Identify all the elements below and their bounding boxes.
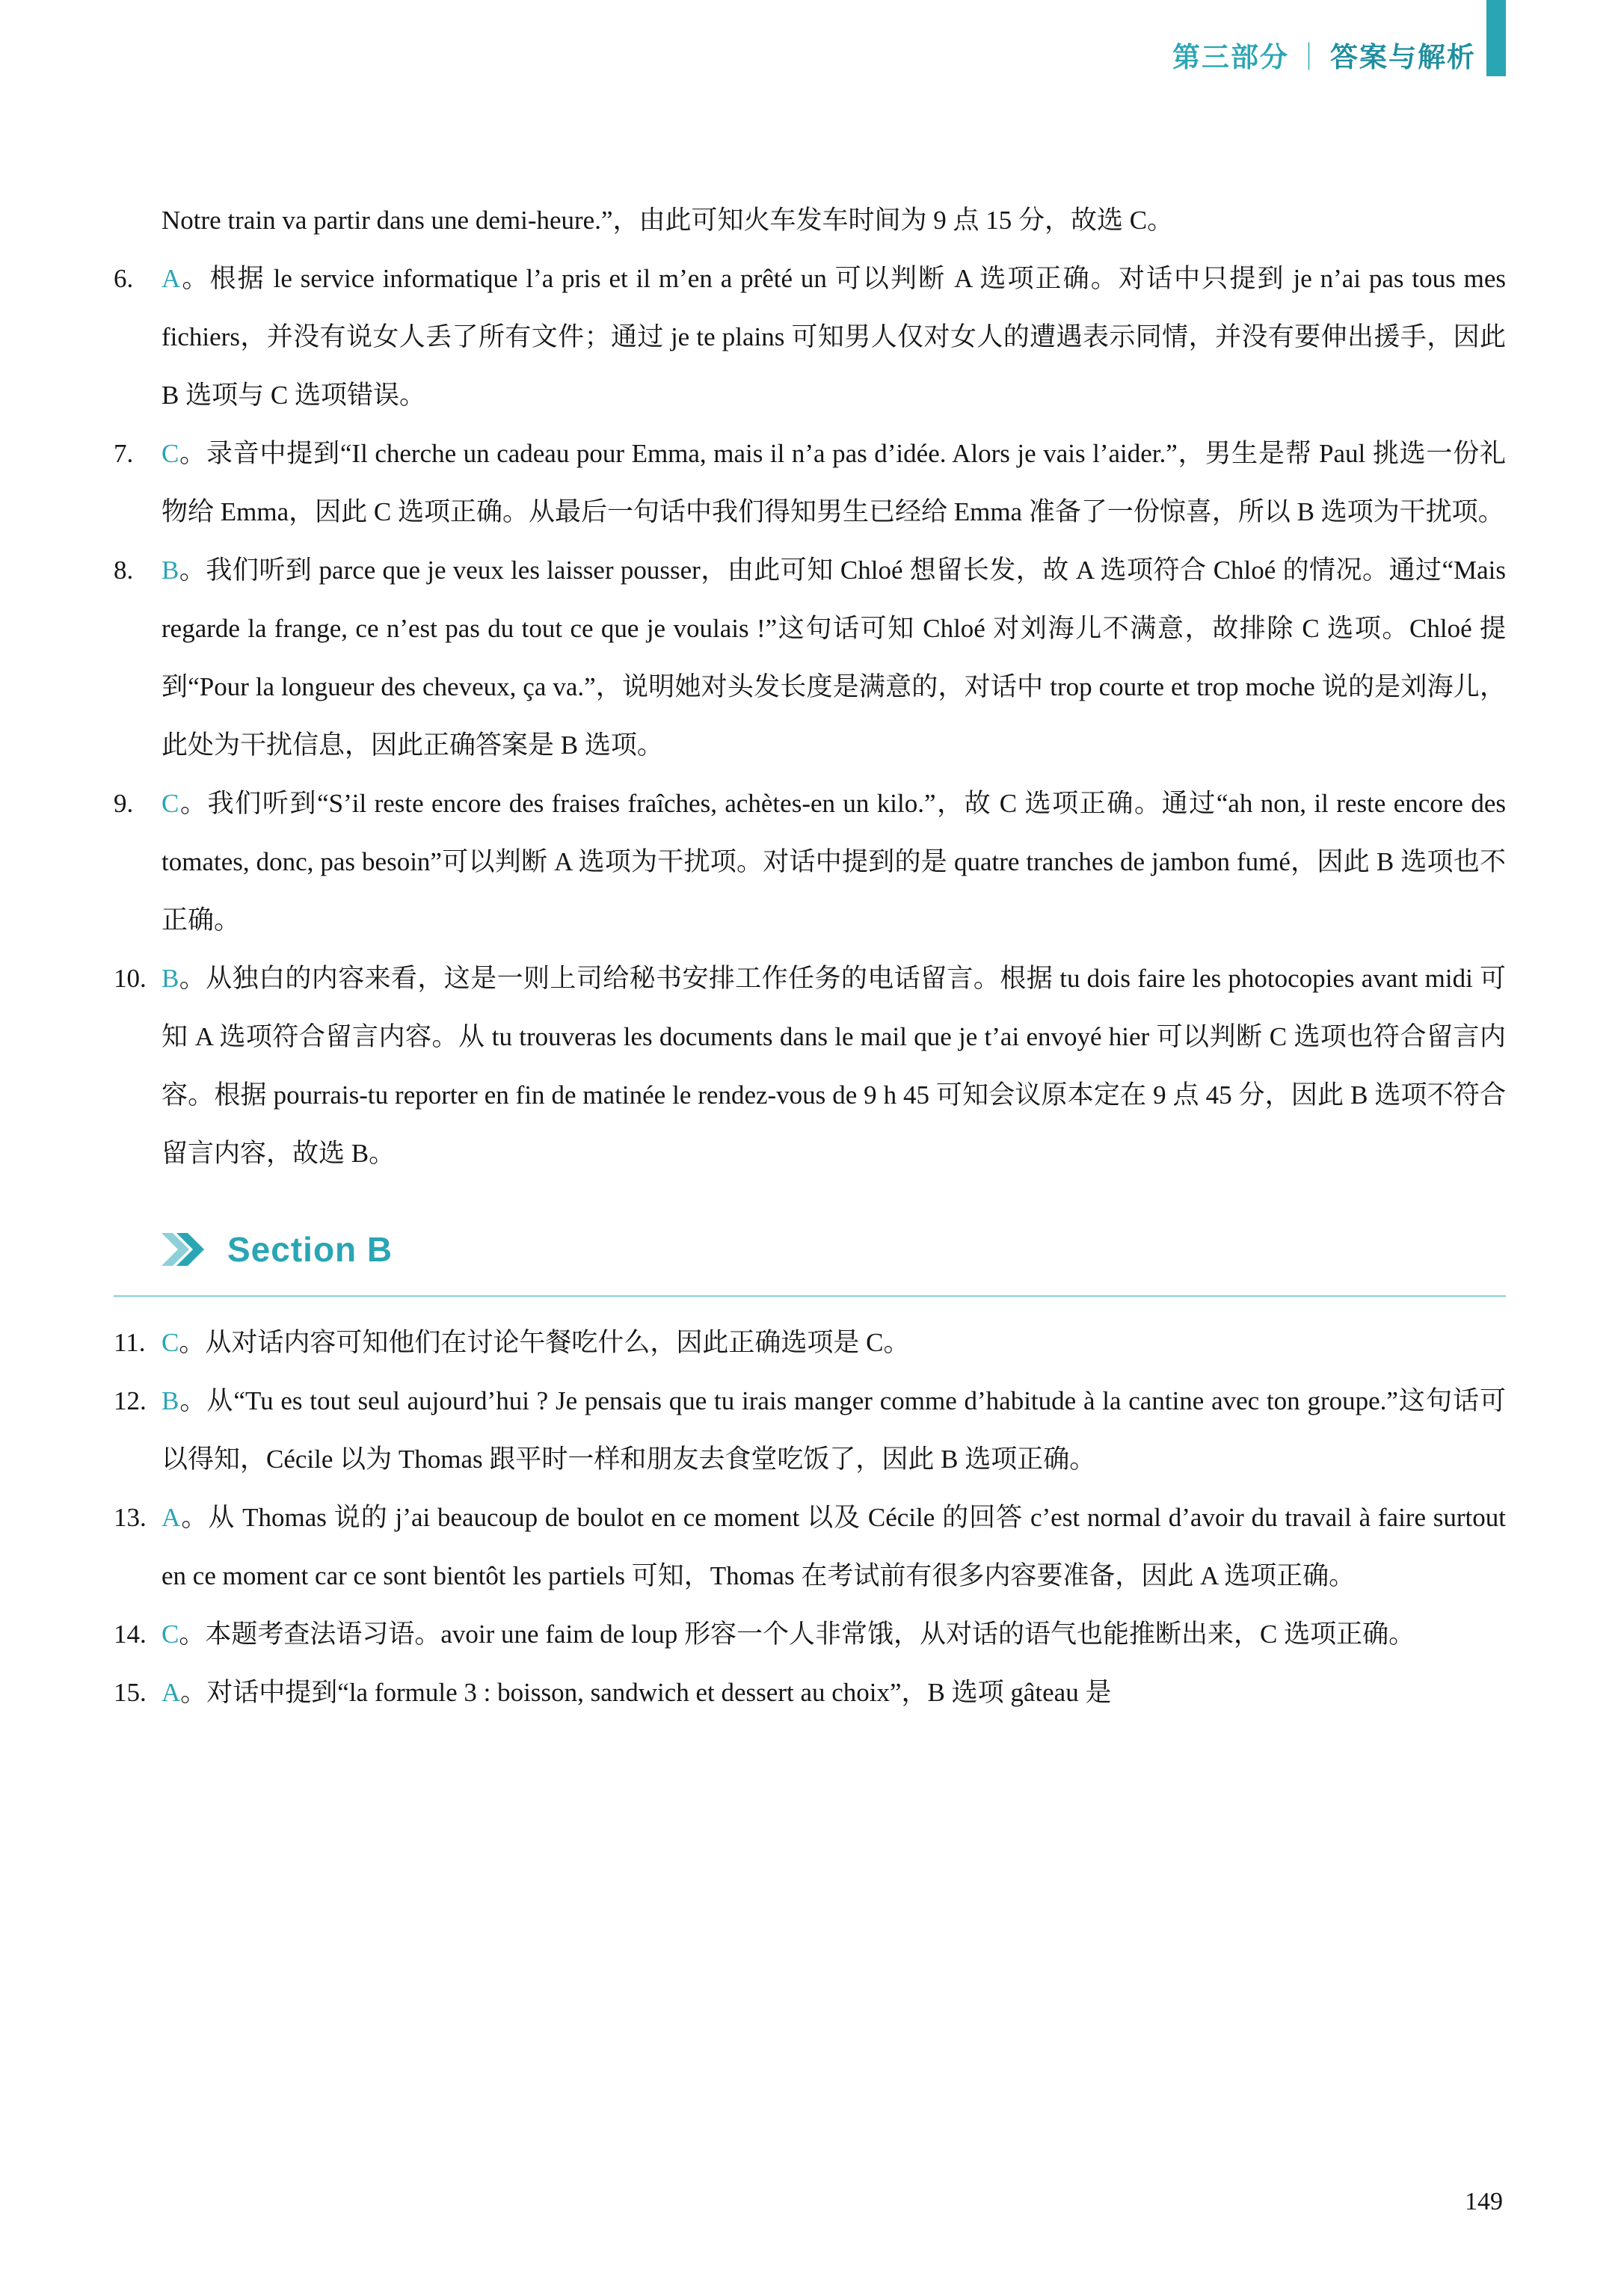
answer-item bbox=[114, 950, 1506, 1183]
corner-accent-bar bbox=[1486, 0, 1506, 76]
item-number: 15. bbox=[114, 1678, 147, 1707]
answer-text: 从“Tu es tout seul aujourd’hui ? Je pensais que tu irais manger comme d’habitude à la cantine avec ton groupe.”这句话可以得知，Cécile 以为 Thomas 跟平时一样和朋友去食堂吃饭了，因此 B 选项正确。 bbox=[162, 1386, 1506, 1474]
answer-letter: C bbox=[162, 439, 179, 468]
answer-separator: 。 bbox=[179, 1386, 207, 1415]
answer-separator: 。 bbox=[179, 789, 208, 818]
item-number: 11. bbox=[114, 1328, 146, 1357]
running-head-separator: ｜ bbox=[1295, 42, 1324, 73]
answer-item bbox=[114, 1314, 1506, 1372]
answer-separator: 。 bbox=[179, 1620, 206, 1649]
item-number: 6. bbox=[114, 264, 134, 293]
answer-separator: 。 bbox=[179, 556, 206, 585]
item-number: 9. bbox=[114, 789, 134, 818]
section-b-title: Section B bbox=[227, 1230, 393, 1269]
answer-letter: B bbox=[162, 1386, 179, 1415]
item-number: 13. bbox=[114, 1503, 147, 1532]
answer-letter: B bbox=[162, 556, 179, 585]
answer-text: 从独白的内容来看，这是一则上司给秘书安排工作任务的电话留言。根据 tu dois faire les photocopies avant midi 可知 A 选项符合留言内容。从 tu trouveras les documents dans le mail que je t’ai envoyé hier 可以判断 C 选项也符合留言内容。根据 pourrais-tu reporter en fin de matinée le rendez-vous de 9 h 45 可知会议原本定在 9 点 45 分，因此 B 选项不符合留言内容，故选 B。 bbox=[162, 964, 1506, 1168]
answer-text: 从 Thomas 说的 j’ai beaucoup de boulot en ce moment 以及 Cécile 的回答 c’est normal d’avoir du travail à faire surtout en ce moment car ce sont bientôt les partiels 可知，Thomas 在考试前有很多内容要准备，因此 A 选项正确。 bbox=[162, 1503, 1506, 1590]
answer-item bbox=[114, 1605, 1506, 1664]
answer-item bbox=[114, 191, 1506, 250]
answer-item bbox=[114, 1489, 1506, 1605]
answer-text: 我们听到“S’il reste encore des fraises fraîches, achètes-en un kilo.”，故 C 选项正确。通过“ah non, il reste encore des tomates, donc, pas besoin”可以判断 A 选项为干扰项。对话中提到的是 quatre tranches de jambon fumé，因此 B 选项也不正确。 bbox=[162, 789, 1506, 935]
answer-text: 本题考查法语习语。avoir une faim de loup 形容一个人非常饿，从对话的语气也能推断出来，C 选项正确。 bbox=[205, 1620, 1415, 1649]
section-b-heading bbox=[114, 1220, 1506, 1297]
answer-separator: 。 bbox=[179, 964, 206, 993]
answer-separator: 。 bbox=[179, 439, 206, 468]
answer-list-section-b bbox=[114, 1314, 1506, 1722]
item-number: 12. bbox=[114, 1386, 147, 1415]
answer-text: 根据 le service informatique l’a pris et il m’en a prêté un 可以判断 A 选项正确。对话中只提到 je n’ai pas tous mes fichiers，并没有说女人丢了所有文件；通过 je te plains 可知男人仅对女人的遭遇表示同情，并没有要伸出援手，因此 B 选项与 C 选项错误。 bbox=[162, 264, 1506, 410]
answer-letter: A bbox=[162, 264, 181, 293]
answer-letter: C bbox=[162, 1328, 179, 1357]
answer-item bbox=[114, 541, 1506, 775]
answer-separator: 。 bbox=[180, 1678, 207, 1707]
item-number: 14. bbox=[114, 1620, 147, 1649]
page-number: 149 bbox=[1465, 2188, 1503, 2215]
answer-letter: B bbox=[162, 964, 179, 993]
running-head bbox=[1172, 34, 1476, 75]
answer-letter: C bbox=[162, 789, 179, 818]
answer-text: 从对话内容可知他们在讨论午餐吃什么，因此正确选项是 C。 bbox=[205, 1328, 910, 1357]
answer-text: Notre train va partir dans une demi-heure.”，由此可知火车发车时间为 9 点 15 分，故选 C。 bbox=[162, 206, 1174, 235]
item-number: 7. bbox=[114, 439, 134, 468]
answer-separator: 。 bbox=[179, 1328, 206, 1357]
answer-item bbox=[114, 775, 1506, 950]
answer-text: 我们听到 parce que je veux les laisser pousser，由此可知 Chloé 想留长发，故 A 选项符合 Chloé 的情况。通过“Mais regarde la frange, ce n’est pas du tout ce que je voulais !”这句话可知 Chloé 对刘海儿不满意，故排除 C 选项。Chloé 提到“Pour la longueur des cheveux, ça va.”，说明她对头发长度是满意的，对话中 trop courte et trop moche 说的是刘海儿，此处为干扰信息，因此正确答案是 B 选项。 bbox=[162, 556, 1506, 760]
answer-text: 对话中提到“la formule 3 : boisson, sandwich et dessert au choix”，B 选项 gâteau 是 bbox=[206, 1678, 1112, 1707]
answer-text: 录音中提到“Il cherche un cadeau pour Emma, mais il n’a pas d’idée. Alors je vais l’aider.”，男生是帮 Paul 挑选一份礼物给 Emma，因此 C 选项正确。从最后一句话中我们得知男生已经给 Emma 准备了一份惊喜，所以 B 选项为干扰项。 bbox=[162, 439, 1506, 526]
answer-list-section-a bbox=[114, 191, 1506, 1183]
answer-letter: C bbox=[162, 1620, 179, 1649]
answer-letter: A bbox=[162, 1503, 181, 1532]
item-number: 8. bbox=[114, 556, 134, 585]
answer-item bbox=[114, 1664, 1506, 1722]
running-head-part: 第三部分 bbox=[1172, 42, 1289, 73]
answer-separator: 。 bbox=[180, 1503, 209, 1532]
answer-separator: 。 bbox=[180, 264, 210, 293]
answer-letter: A bbox=[162, 1678, 181, 1707]
double-chevron-icon bbox=[162, 1233, 209, 1266]
item-number: 10. bbox=[114, 964, 147, 993]
answers-content bbox=[114, 191, 1506, 1722]
answer-item bbox=[114, 425, 1506, 541]
answer-item bbox=[114, 250, 1506, 425]
running-head-title: 答案与解析 bbox=[1330, 42, 1476, 73]
answer-item bbox=[114, 1372, 1506, 1489]
